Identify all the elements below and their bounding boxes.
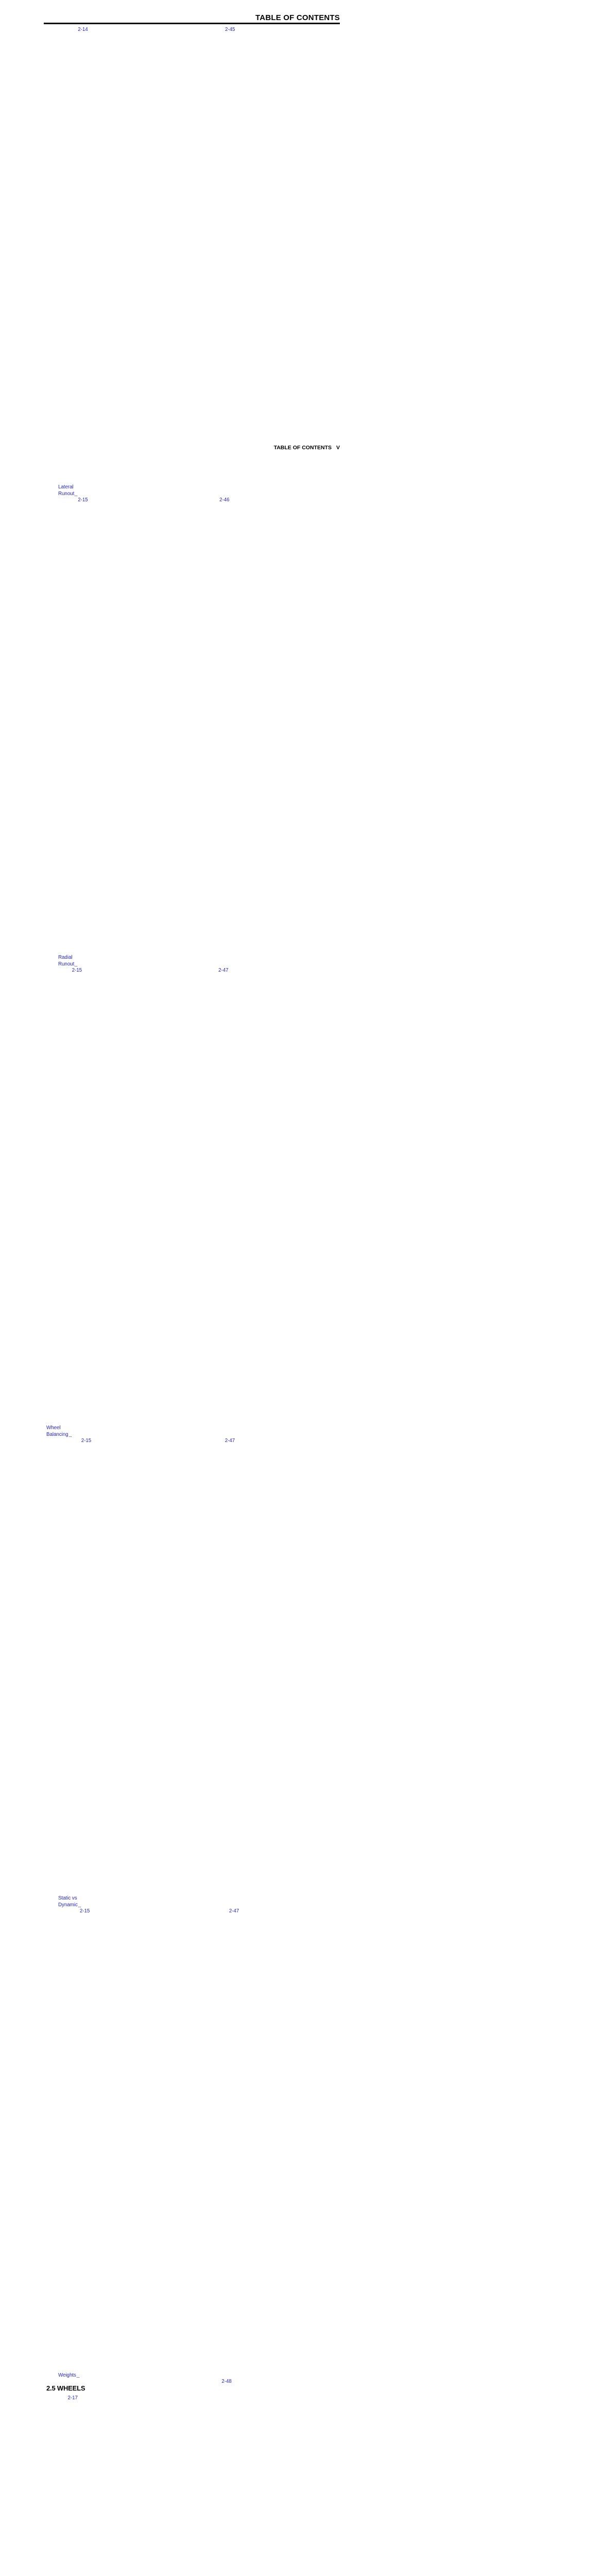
dot-leader [77,2377,79,2378]
toc-entry-page: 2-17 [68,2395,433,2576]
toc-entry-label: Lateral Runout [58,484,74,497]
dot-leader [69,1436,72,1437]
toc-entry[interactable] [46,968,184,1438]
toc-entry-page: 2-45 [225,27,590,497]
toc-entry-label: Wheel Balancing [46,1425,68,1438]
toc-entry-page: 2-46 [219,497,584,968]
toc-column-left [46,27,184,2576]
toc-entry-page: 2-47 [225,1438,590,1908]
footer-page-number: V [336,445,340,451]
toc-entry-label: Radial Runout [58,955,74,968]
toc-block [46,27,184,2379]
page-footer [44,445,340,451]
toc-page [0,0,365,470]
page-header-title: TABLE OF CONTENTS [44,13,340,22]
toc-entry-page: 2-14 [78,27,442,497]
footer-title: TABLE OF CONTENTS [274,445,332,451]
toc-entry-page: 2-47 [218,968,583,1438]
toc-entry-label: Static vs Dynamic [58,1895,78,1908]
toc-entry-page: 2-48 [221,2379,586,2576]
header-rule [44,23,340,24]
section-heading: 2.5 WHEELS [46,2384,184,2393]
toc-entry-label: Weights [58,2372,76,2379]
toc-entry[interactable] [46,27,184,497]
toc-entry-page: 2-15 [78,497,442,968]
dot-leader [75,966,77,967]
toc-entry-page: 2-15 [72,968,437,1438]
toc-entry[interactable] [46,1908,184,2379]
toc-content [46,27,341,2576]
toc-entry-page: 2-47 [229,1908,594,2379]
toc-entry[interactable] [46,2395,184,2576]
toc-block [46,2384,184,2576]
toc-entry-page: 2-15 [80,1908,444,2379]
toc-entry[interactable] [46,497,184,968]
toc-entry[interactable] [46,1438,184,1908]
toc-entry-page: 2-15 [81,1438,446,1908]
